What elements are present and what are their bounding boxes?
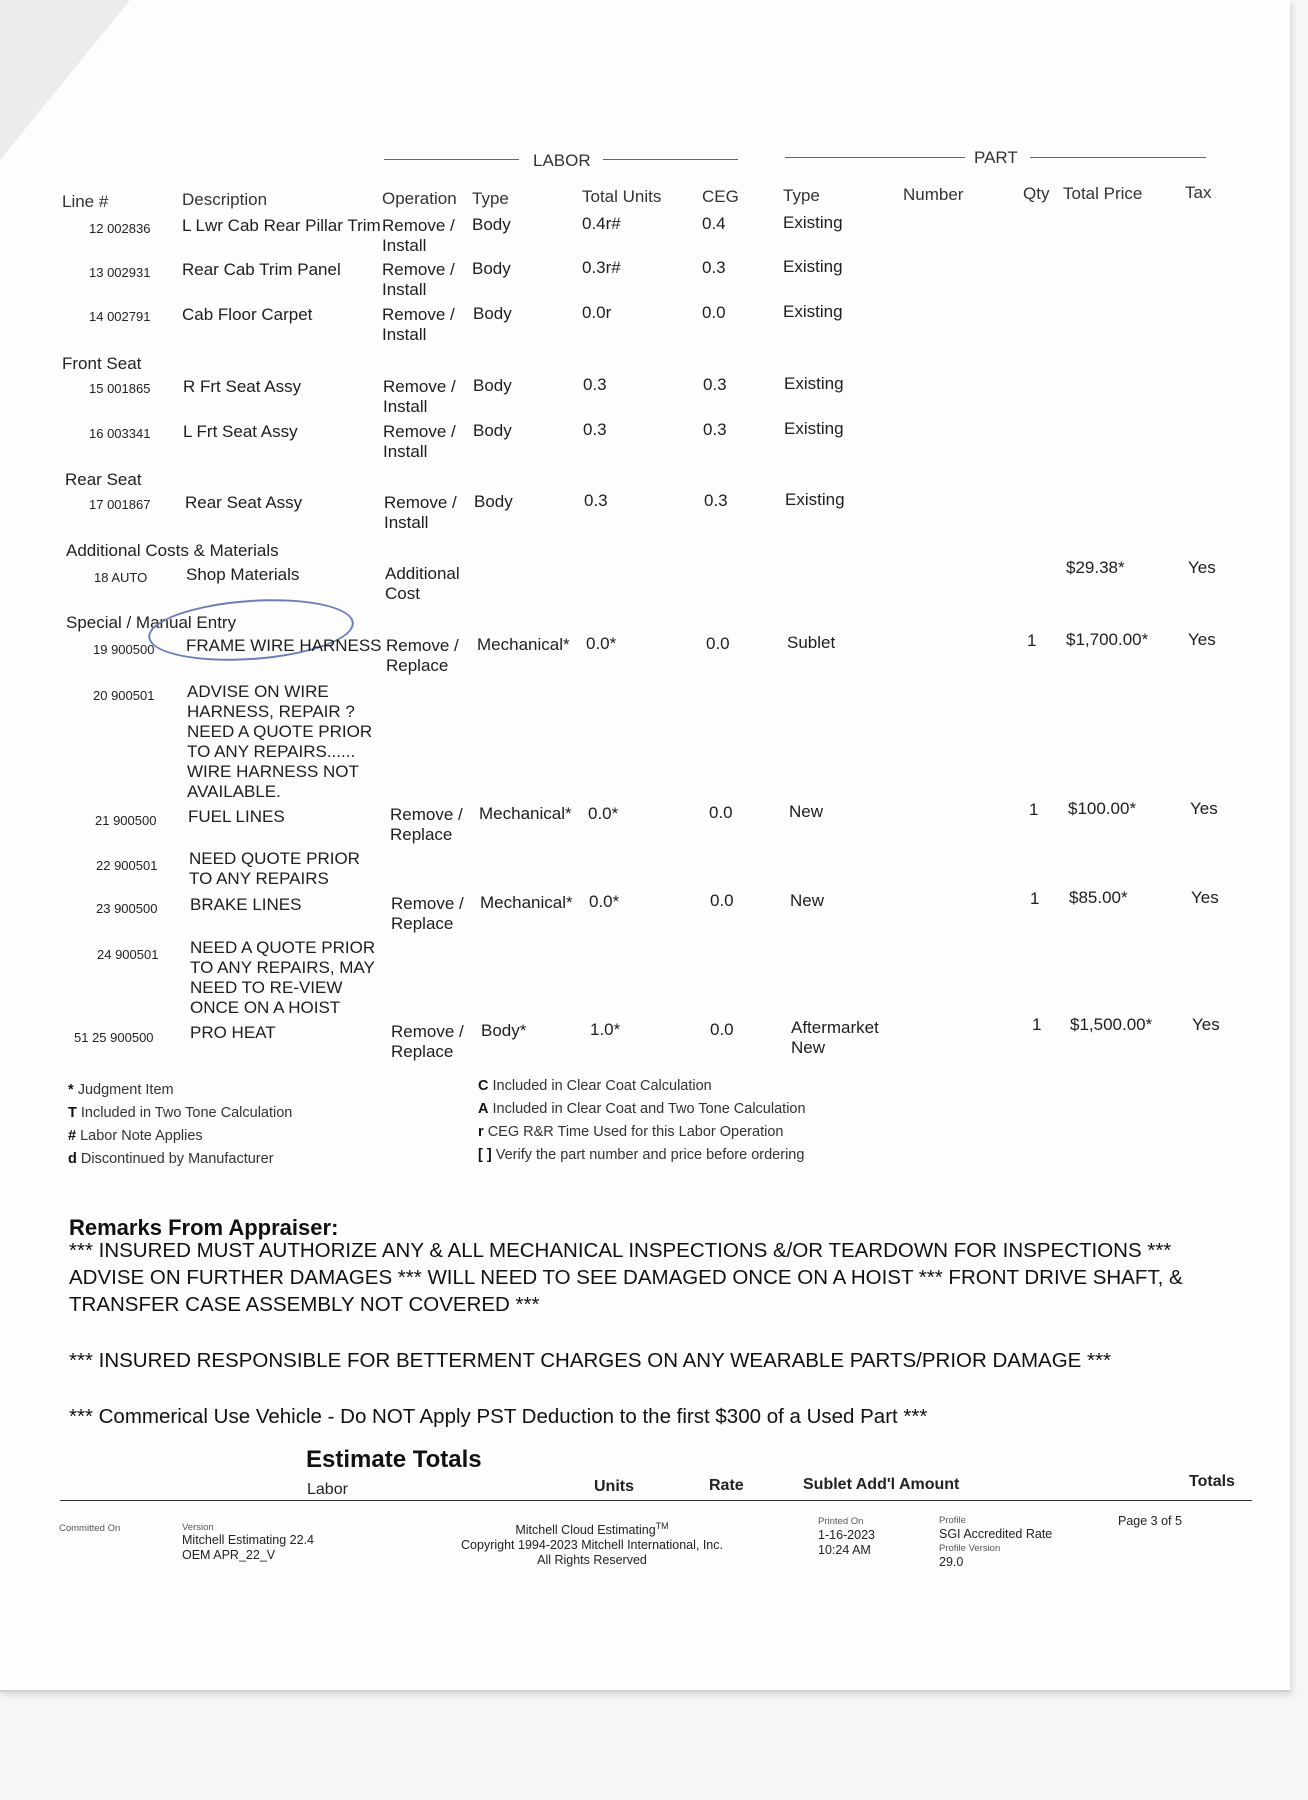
row-ceg: 0.0	[709, 803, 733, 822]
footer-printed-on: 1-16-2023 10:24 AM	[818, 1528, 875, 1557]
row-line-number: 16 003341	[89, 426, 151, 441]
labor-rule-left	[384, 159, 519, 160]
row-line-number: 51 25 900500	[74, 1030, 154, 1045]
row-operation: Remove / Install	[384, 493, 457, 532]
row-qty: 1	[1027, 631, 1037, 650]
part-rule-right	[1030, 157, 1206, 158]
row-part-type: Existing	[783, 257, 843, 276]
legend-discontinued: d Discontinued by Manufacturer	[68, 1151, 274, 1167]
part-rule-left	[785, 157, 965, 158]
footer-committed-label: Committed On	[59, 1523, 121, 1534]
col-tax: Tax	[1185, 183, 1212, 202]
row-price: $1,500.00*	[1070, 1015, 1153, 1034]
row-ceg: 0.0	[706, 634, 730, 653]
row-line-number: 22 900501	[96, 858, 158, 873]
group-front-seat: Front Seat	[62, 354, 142, 373]
col-ceg: CEG	[702, 187, 739, 206]
footer-version: Mitchell Estimating 22.4 OEM APR_22_V	[182, 1533, 315, 1562]
row-part-type: Sublet	[787, 633, 836, 652]
totals-col-rate: Rate	[709, 1477, 744, 1494]
footer-copyright-block: Mitchell Cloud Estimating™ Copyright 1994-2023 Mitchell International, Inc. All Rights Reserved	[461, 1521, 723, 1568]
row-operation: Additional Cost	[385, 564, 460, 603]
row-part-type: Aftermarket New	[791, 1018, 879, 1057]
group-additional-costs: Additional Costs & Materials	[66, 541, 279, 560]
row-type: Body	[473, 421, 512, 440]
row-line-number: 20 900501	[93, 688, 155, 703]
legend-two-tone: T Included in Two Tone Calculation	[68, 1105, 293, 1121]
footer-profile: SGI Accredited Rate	[939, 1527, 1053, 1541]
row-tax: Yes	[1192, 1015, 1220, 1034]
row-operation: Remove / Install	[383, 422, 456, 461]
row-units: 0.0*	[589, 892, 620, 911]
col-description: Description	[182, 190, 268, 209]
row-description: L Frt Seat Assy	[183, 422, 298, 441]
col-type: Type	[472, 189, 509, 208]
row-part-type: Existing	[783, 213, 843, 232]
row-type: Body	[474, 492, 513, 511]
row-line-number: 13 002931	[89, 265, 151, 280]
row-description: NEED A QUOTE PRIOR TO ANY REPAIRS, MAY NEED TO RE-VIEW ONCE ON A HOIST	[190, 938, 376, 1017]
row-tax: Yes	[1188, 630, 1216, 649]
row-line-number: 15 001865	[89, 381, 151, 396]
row-qty: 1	[1029, 800, 1039, 819]
row-units: 0.3	[583, 375, 607, 394]
row-line-number: 17 001867	[89, 497, 151, 512]
row-tax: Yes	[1188, 558, 1216, 577]
row-ceg: 0.0	[702, 303, 726, 322]
row-operation: Remove / Install	[382, 260, 455, 299]
remarks-paragraph-1: *** INSURED MUST AUTHORIZE ANY & ALL MECHANICAL INSPECTIONS &/OR TEARDOWN FOR INSPECTIONS *** ADVISE ON FURTHER DAMAGES *** WILL NEED TO SEE DAMAGED ONCE ON A HOIST *** FRONT DRIVE SHAFT, & TRANSFER CASE ASSEMBLY NOT COVERED ***	[69, 1239, 1183, 1316]
col-operation: Operation	[382, 189, 457, 208]
row-line-number: 12 002836	[89, 221, 151, 236]
col-qty: Qty	[1023, 184, 1050, 203]
row-qty: 1	[1030, 889, 1040, 908]
col-number: Number	[903, 185, 964, 204]
row-description: Cab Floor Carpet	[182, 305, 313, 324]
row-part-type: Existing	[785, 490, 845, 509]
row-description: FRAME WIRE HARNESS	[186, 636, 382, 655]
row-line-number: 14 002791	[89, 309, 151, 324]
row-part-type: Existing	[784, 374, 844, 393]
row-units: 0.0*	[586, 634, 617, 653]
group-rear-seat: Rear Seat	[65, 470, 142, 489]
legend-labor-note: # Labor Note Applies	[68, 1128, 203, 1144]
footer-profile-version-label: Profile Version	[939, 1543, 1001, 1554]
legend-ceg-rr: r CEG R&R Time Used for this Labor Operation	[478, 1124, 784, 1140]
row-description: NEED QUOTE PRIOR TO ANY REPAIRS	[189, 849, 360, 888]
row-ceg: 0.0	[710, 1020, 734, 1039]
row-part-type: New	[789, 802, 824, 821]
footer-profile-label: Profile	[939, 1515, 966, 1526]
row-type: Mechanical*	[479, 804, 572, 823]
legend-clear-coat-two-tone: A Included in Clear Coat and Two Tone Calculation	[478, 1101, 806, 1117]
row-units: 0.0*	[588, 804, 619, 823]
row-operation: Remove / Install	[382, 216, 455, 255]
row-line-number: 21 900500	[95, 813, 157, 828]
row-tax: Yes	[1190, 799, 1218, 818]
estimate-totals-title: Estimate Totals	[306, 1446, 482, 1473]
row-type: Mechanical*	[477, 635, 570, 654]
remarks-title: Remarks From Appraiser:	[69, 1215, 339, 1240]
row-tax: Yes	[1191, 888, 1219, 907]
col-total-price: Total Price	[1063, 184, 1143, 203]
row-type: Body	[472, 215, 511, 234]
row-line-number: 19 900500	[93, 642, 155, 657]
col-line: Line #	[62, 192, 109, 211]
remarks-paragraph-3: *** Commerical Use Vehicle - Do NOT Apply PST Deduction to the first $300 of a Used Part ***	[69, 1405, 928, 1428]
row-operation: Remove / Replace	[386, 636, 459, 675]
totals-col-labor: Labor	[307, 1481, 348, 1498]
labor-section-title: LABOR	[533, 151, 591, 170]
row-line-number: 23 900500	[96, 901, 158, 916]
row-ceg: 0.4	[702, 214, 726, 233]
row-type: Mechanical*	[480, 893, 573, 912]
remarks-paragraph-2: *** INSURED RESPONSIBLE FOR BETTERMENT CHARGES ON ANY WEARABLE PARTS/PRIOR DAMAGE ***	[69, 1349, 1111, 1372]
col-total-units: Total Units	[582, 187, 662, 206]
row-description: Rear Seat Assy	[185, 493, 303, 512]
legend-verify: [ ] Verify the part number and price before ordering	[478, 1147, 805, 1163]
row-operation: Remove / Install	[383, 377, 456, 416]
row-qty: 1	[1032, 1015, 1042, 1034]
row-ceg: 0.3	[702, 258, 726, 277]
row-description: PRO HEAT	[190, 1023, 276, 1042]
row-part-type: Existing	[783, 302, 843, 321]
legend-clear-coat: C Included in Clear Coat Calculation	[478, 1078, 712, 1094]
row-units: 0.0r	[582, 303, 612, 322]
row-description: ADVISE ON WIRE HARNESS, REPAIR ? NEED A QUOTE PRIOR TO ANY REPAIRS...... WIRE HARNESS NOT AVAILABLE.	[187, 682, 373, 801]
footer-version-label: Version	[182, 1522, 214, 1533]
row-price: $85.00*	[1069, 888, 1128, 907]
col-part-type: Type	[783, 186, 820, 205]
row-description: L Lwr Cab Rear Pillar Trim	[182, 216, 381, 235]
row-ceg: 0.3	[704, 491, 728, 510]
row-description: Rear Cab Trim Panel	[182, 260, 341, 279]
row-description: R Frt Seat Assy	[183, 377, 302, 396]
row-part-type: Existing	[784, 419, 844, 438]
row-description: FUEL LINES	[188, 807, 285, 826]
footer-divider	[60, 1500, 1252, 1501]
folded-corner	[0, 0, 130, 160]
row-operation: Remove / Replace	[391, 1022, 464, 1061]
legend-judgment: * Judgment Item	[68, 1082, 174, 1098]
row-type: Body	[473, 376, 512, 395]
row-price: $100.00*	[1068, 799, 1137, 818]
row-operation: Remove / Install	[382, 305, 455, 344]
row-operation: Remove / Replace	[391, 894, 464, 933]
row-price: $1,700.00*	[1066, 630, 1149, 649]
row-price: $29.38*	[1066, 558, 1125, 577]
totals-col-units: Units	[594, 1478, 634, 1495]
group-special-manual-entry: Special / Manual Entry	[66, 613, 237, 632]
row-description: BRAKE LINES	[190, 895, 302, 914]
footer-page-number: Page 3 of 5	[1118, 1514, 1182, 1528]
row-units: 0.4r#	[582, 214, 621, 233]
part-section-title: PART	[974, 148, 1018, 167]
row-line-number: 18 AUTO	[94, 570, 148, 585]
row-line-number: 24 900501	[97, 947, 159, 962]
row-units: 0.3	[584, 491, 608, 510]
row-ceg: 0.3	[703, 420, 727, 439]
totals-col-sublet: Sublet Add'l Amount	[803, 1476, 960, 1493]
totals-col-totals: Totals	[1189, 1473, 1235, 1490]
footer-profile-version: 29.0	[939, 1555, 964, 1569]
row-part-type: New	[790, 891, 825, 910]
labor-rule-right	[603, 159, 738, 160]
row-operation: Remove / Replace	[390, 805, 463, 844]
row-ceg: 0.0	[710, 891, 734, 910]
row-units: 0.3r#	[582, 258, 621, 277]
row-type: Body*	[481, 1021, 527, 1040]
row-type: Body	[472, 259, 511, 278]
footer-printed-label: Printed On	[818, 1516, 864, 1527]
row-units: 1.0*	[590, 1020, 621, 1039]
row-type: Body	[473, 304, 512, 323]
row-units: 0.3	[583, 420, 607, 439]
row-description: Shop Materials	[186, 565, 300, 584]
row-ceg: 0.3	[703, 375, 727, 394]
